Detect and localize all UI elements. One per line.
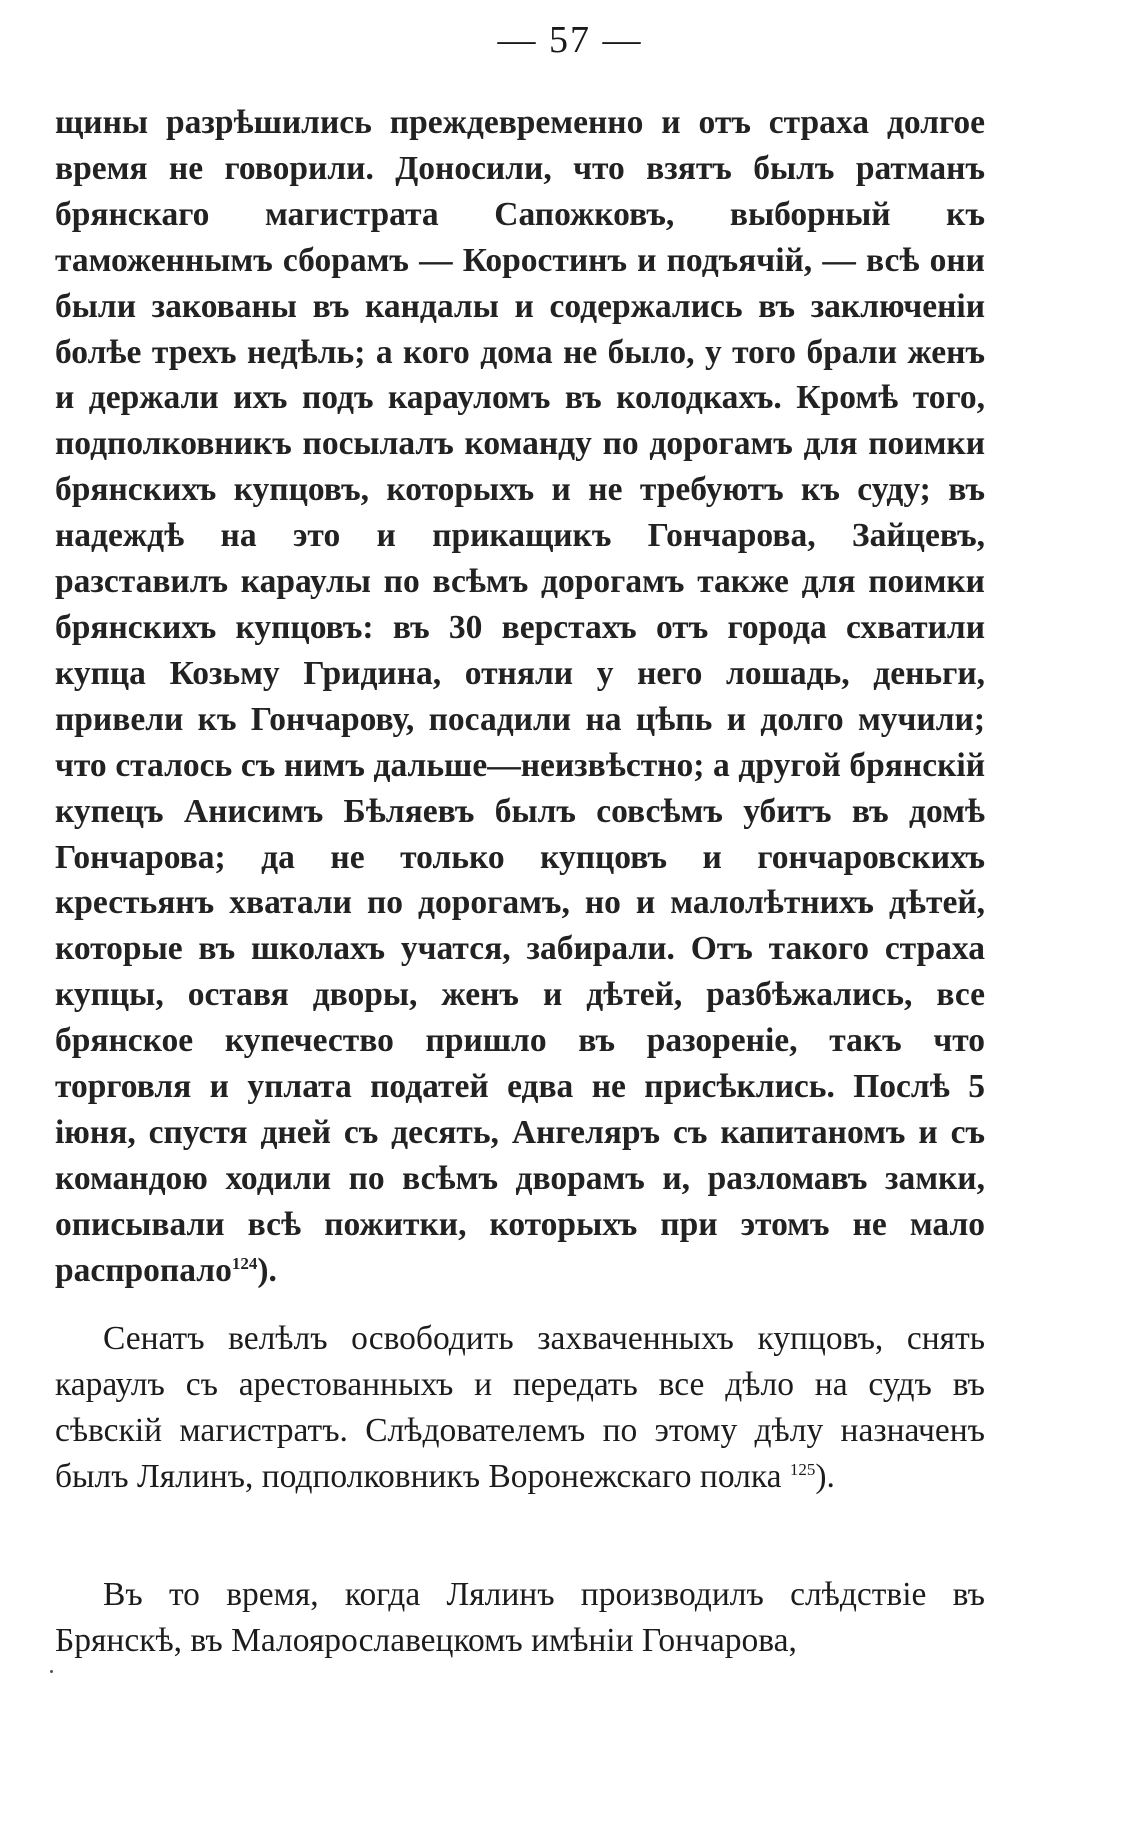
- paragraph-3-text: Въ то время, когда Лялинъ производилъ слѣдствіе въ Брянскѣ, въ Малоярославецкомъ имѣніи Гончарова,: [55, 1576, 985, 1659]
- paragraph-2: [55, 1316, 985, 1500]
- footnote-ref-124: 124: [231, 1253, 258, 1273]
- paragraph-1-tail: ).: [257, 1251, 277, 1289]
- paragraph-2-text: Сенатъ велѣлъ освободить захваченныхъ купцовъ, снять караулъ съ арестованныхъ и передать все дѣло на судъ въ сѣвскій магистратъ. Слѣдователемъ по этому дѣлу назначенъ былъ Лялинъ, подполковникъ Воронежскаго полка: [55, 1320, 985, 1495]
- paragraph-3: [55, 1572, 985, 1664]
- paragraph-1: [55, 100, 985, 1294]
- paragraph-1-text: щины разрѣшились преждевременно и отъ страха долгое время не говорили. Доносили, что взятъ былъ ратманъ брянскаго магистрата Сапожковъ, выборный къ таможеннымъ сборамъ — Коростинъ и подъячій, — всѣ они были закованы въ кандалы и содержались въ заключеніи болѣе трехъ недѣль; а кого дома не было, у того брали женъ и держали ихъ подъ карауломъ въ колодкахъ. Кромѣ того, подполковникъ посылалъ команду по дорогамъ для поимки брянскихъ купцовъ, которыхъ и не требуютъ къ суду; въ надеждѣ на это и прикащикъ Гончарова, Зайцевъ, разставилъ караулы по всѣмъ дорогамъ также для поимки брянскихъ купцовъ: въ 30 верстахъ отъ города схватили купца Козьму Гридина, отняли у него лошадь, деньги, привели къ Гончарову, посадили на цѣпь и долго мучили; что сталось съ нимъ дальше—неизвѣстно; а другой брянскій купецъ Анисимъ Бѣляевъ былъ совсѣмъ убитъ въ домѣ Гончарова; да не только купцовъ и гончаровскихъ крестьянъ хватали по дорогамъ, но и малолѣтнихъ дѣтей, которые въ школахъ учатся, забирали. Отъ такого страха купцы, оставя дворы, женъ и дѣтей, разбѣжались, все брянское купечество пришло въ разореніе, такъ что торговля и уплата податей едва не присѣклись. Послѣ 5 іюня, спустя дней съ десять, Ангеляръ съ капитаномъ и съ командою ходили по всѣмъ дворамъ и, разломавъ замки, описывали всѣ пожитки, которыхъ при этомъ не мало распропало: [55, 104, 985, 1289]
- ink-speck: [50, 1670, 53, 1673]
- paragraph-2-tail: ).: [815, 1457, 835, 1495]
- page-number: — 57 —: [497, 19, 643, 61]
- footnote-ref-125: 125: [789, 1459, 816, 1479]
